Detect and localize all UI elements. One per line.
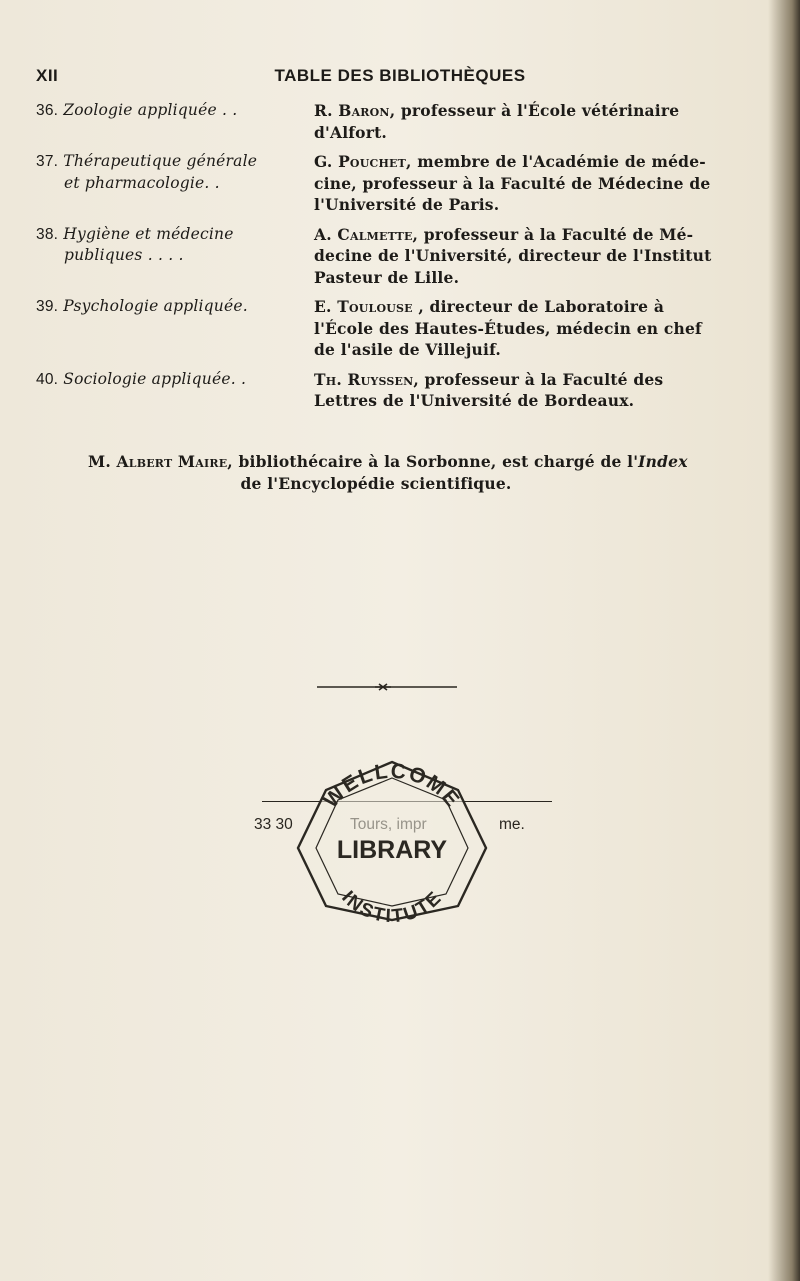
entry-author: A. Calmette, — [314, 224, 419, 244]
entry-description-line: Lettres de l'Université de Bordeaux. — [314, 391, 635, 410]
entry-subject-column — [36, 100, 300, 143]
entry-subject-column — [36, 224, 300, 289]
page-header — [0, 66, 800, 90]
entry-description-line: professeur à la Faculté des — [418, 369, 664, 389]
stamp-center-text: LIBRARY — [336, 836, 448, 864]
entry-author: E. Toulouse , — [314, 297, 424, 316]
stamp-bottom-text: INSTITUTE — [337, 886, 447, 926]
entry-number: 38. — [36, 225, 59, 243]
entry-subject-continued: et pharmacologie. . — [64, 173, 220, 192]
note-author: M. Albert Maire, — [88, 452, 233, 471]
entry-author: G. Pouchet, — [314, 152, 412, 171]
entry-author-column — [300, 100, 736, 143]
entry-subject-column — [36, 369, 300, 412]
entry-description-line: Pasteur de Lille. — [314, 267, 460, 287]
entry-subject: Psychologie appliquée. — [63, 297, 248, 315]
stamp-top-text: WELLCOME — [319, 759, 465, 813]
entry-subject-column — [36, 151, 300, 216]
entry-description-line: decine de l'Université, directeur de l'Institut — [314, 246, 712, 265]
entry-subject-column — [36, 296, 300, 361]
note-text: bibliothécaire à la Sorbonne, est chargé de l' — [232, 452, 639, 471]
entry-subject: Zoologie appliquée . . — [63, 101, 238, 119]
entry-description-line: l'École des Hautes-Études, médecin en chef — [314, 318, 702, 338]
entry-38 — [36, 224, 736, 289]
entry-number: 36. — [36, 102, 59, 119]
entry-37 — [36, 151, 736, 216]
entry-subject: Sociologie appliquée. . — [63, 369, 247, 388]
entry-number: 40. — [36, 370, 59, 388]
entry-author-column — [300, 369, 736, 412]
entry-subject: Thérapeutique générale — [63, 152, 258, 170]
entry-description-line: membre de l'Académie de méde- — [411, 152, 706, 171]
entry-subject: Hygiène et médecine — [63, 224, 234, 243]
entry-36 — [36, 100, 736, 143]
library-stamp — [286, 756, 498, 926]
entry-number: 37. — [36, 153, 59, 170]
entry-description-line: directeur de Laboratoire à — [423, 297, 665, 316]
index-note-line-2: de l'Encyclopédie scientifique. — [240, 473, 512, 493]
entry-description-line: cine, professeur à la Faculté de Médecine de — [314, 173, 711, 193]
note-index-word: Index — [638, 452, 688, 471]
ornament-divider — [317, 682, 457, 692]
index-note — [36, 451, 736, 494]
running-title: TABLE DES BIBLIOTHÈQUES — [274, 66, 526, 85]
entry-description-line: l'Université de Paris. — [314, 195, 500, 214]
imprint-code: 33 30 — [254, 816, 293, 833]
library-entries-list — [36, 100, 736, 420]
entry-subject-continued: publiques . . . . — [64, 246, 184, 264]
entry-40 — [36, 369, 736, 412]
entry-author: Th. Ruyssen, — [314, 369, 419, 389]
entry-description-line: professeur à la Faculté de Mé- — [418, 224, 694, 244]
index-note-line — [36, 451, 736, 473]
imprint-tail: me. — [499, 816, 525, 833]
page-number: XII — [36, 66, 59, 85]
entry-author: R. Baron, — [314, 101, 396, 120]
entry-author-column — [300, 151, 736, 216]
entry-number: 39. — [36, 298, 59, 315]
entry-description-line: d'Alfort. — [314, 122, 388, 142]
entry-author-column — [300, 296, 736, 361]
entry-description-line: de l'asile de Villejuif. — [314, 340, 501, 359]
entry-author-column — [300, 224, 736, 289]
entry-description-line: professeur à l'École vétérinaire — [395, 101, 680, 120]
entry-39 — [36, 296, 736, 361]
